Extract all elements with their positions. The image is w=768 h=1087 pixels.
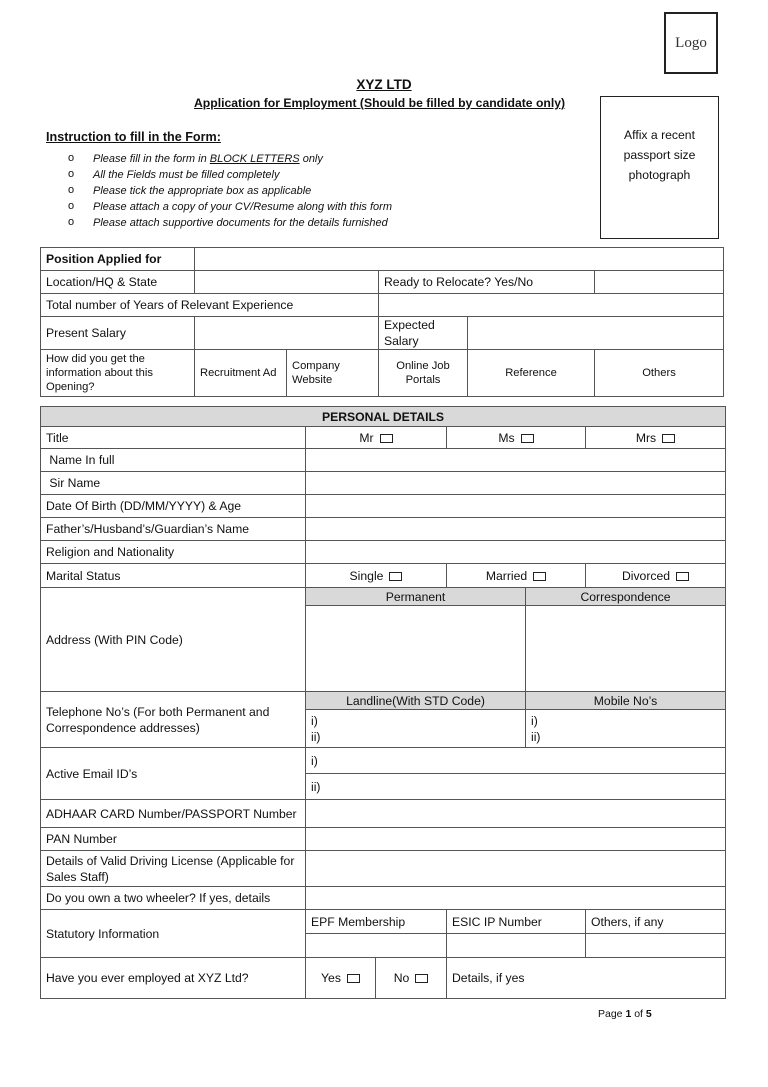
- yes-checkbox[interactable]: [347, 974, 360, 983]
- marital-single[interactable]: Single: [306, 564, 447, 588]
- email-field-1[interactable]: i): [306, 748, 726, 774]
- location-field[interactable]: [195, 271, 379, 294]
- company-logo: Logo: [664, 12, 718, 74]
- religion-label: Religion and Nationality: [41, 541, 306, 564]
- single-checkbox[interactable]: [389, 572, 402, 581]
- title-label: Title: [41, 427, 306, 449]
- address-label: Address (With PIN Code): [41, 588, 306, 692]
- sir-name-label: Sir Name: [41, 472, 306, 495]
- bullet-icon: o: [68, 216, 75, 228]
- personal-details-table: [40, 406, 726, 999]
- source-recruitment-ad[interactable]: Recruitment Ad: [195, 350, 287, 397]
- no-checkbox[interactable]: [415, 974, 428, 983]
- two-wheeler-label: Do you own a two wheeler? If yes, details: [41, 887, 306, 910]
- employed-before-label: Have you ever employed at XYZ Ltd?: [41, 958, 306, 999]
- experience-field[interactable]: [379, 294, 724, 317]
- mobile-field[interactable]: i) ii): [526, 710, 726, 748]
- instruction-item: o Please attach a copy of your CV/Resume along with this form: [68, 200, 392, 213]
- permanent-address-heading: Permanent: [306, 588, 526, 606]
- ms-checkbox[interactable]: [521, 434, 534, 443]
- full-name-label: Name In full: [41, 449, 306, 472]
- experience-label: Total number of Years of Relevant Experience: [41, 294, 379, 317]
- marital-divorced[interactable]: Divorced: [586, 564, 726, 588]
- pan-label: PAN Number: [41, 828, 306, 851]
- source-online-portals[interactable]: Online Job Portals: [379, 350, 468, 397]
- email-label: Active Email ID’s: [41, 748, 306, 800]
- two-wheeler-field[interactable]: [306, 887, 726, 910]
- expected-salary-label: Expected Salary: [379, 317, 468, 350]
- sir-name-field[interactable]: [306, 472, 726, 495]
- divorced-checkbox[interactable]: [676, 572, 689, 581]
- landline-heading: Landline(With STD Code): [306, 692, 526, 710]
- employed-details-field[interactable]: Details, if yes: [447, 958, 726, 999]
- landline-field[interactable]: i) ii): [306, 710, 526, 748]
- instruction-item: o Please attach supportive documents for the details furnished: [68, 216, 388, 229]
- how-heard-label: How did you get the information about this Opening?: [41, 350, 195, 397]
- source-reference[interactable]: Reference: [468, 350, 595, 397]
- title-option-mr[interactable]: Mr: [306, 427, 447, 449]
- photo-box-line2: passport size: [623, 148, 696, 162]
- aadhaar-label: ADHAAR CARD Number/PASSPORT Number: [41, 800, 306, 828]
- relocate-field[interactable]: [595, 271, 724, 294]
- instructions-heading: Instruction to fill in the Form:: [46, 130, 221, 144]
- marital-married[interactable]: Married: [447, 564, 586, 588]
- bullet-icon: o: [68, 184, 75, 196]
- company-title: XYZ LTD: [356, 77, 412, 92]
- form-subtitle: Application for Employment (Should be filled by candidate only): [194, 96, 566, 110]
- photo-box-line1: Affix a recent: [624, 128, 695, 142]
- present-salary-field[interactable]: [195, 317, 379, 350]
- expected-salary-field[interactable]: [468, 317, 724, 350]
- employed-yes[interactable]: Yes: [306, 958, 376, 999]
- bullet-icon: o: [68, 200, 75, 212]
- statutory-label: Statutory Information: [41, 910, 306, 958]
- page-number: Page 1 of 5: [598, 1008, 652, 1020]
- license-field[interactable]: [306, 851, 726, 887]
- instruction-item: o All the Fields must be filled completely: [68, 168, 280, 181]
- marital-label: Marital Status: [41, 564, 306, 588]
- esic-field[interactable]: [447, 934, 586, 958]
- married-checkbox[interactable]: [533, 572, 546, 581]
- epf-field[interactable]: [306, 934, 447, 958]
- esic-heading: ESIC IP Number: [447, 910, 586, 934]
- title-option-mrs[interactable]: Mrs: [586, 427, 726, 449]
- present-salary-label: Present Salary: [41, 317, 195, 350]
- mrs-checkbox[interactable]: [662, 434, 675, 443]
- aadhaar-field[interactable]: [306, 800, 726, 828]
- mr-checkbox[interactable]: [380, 434, 393, 443]
- position-applied-field[interactable]: [195, 248, 724, 271]
- instruction-item: o Please tick the appropriate box as applicable: [68, 184, 312, 197]
- license-label: Details of Valid Driving License (Applicable for Sales Staff): [41, 851, 306, 887]
- location-label: Location/HQ & State: [41, 271, 195, 294]
- position-applied-label: Position Applied for: [41, 248, 195, 271]
- father-name-field[interactable]: [306, 518, 726, 541]
- bullet-icon: o: [68, 152, 75, 164]
- employed-no[interactable]: No: [376, 958, 447, 999]
- photo-box-line3: photograph: [628, 168, 691, 182]
- correspondence-address-field[interactable]: [526, 606, 726, 692]
- pan-field[interactable]: [306, 828, 726, 851]
- epf-heading: EPF Membership: [306, 910, 447, 934]
- dob-field[interactable]: [306, 495, 726, 518]
- passport-photo-box: [600, 96, 719, 239]
- instruction-item: o Please fill in the form in BLOCK LETTERS only: [68, 152, 323, 165]
- personal-details-heading: PERSONAL DETAILS: [41, 407, 726, 427]
- others-heading: Others, if any: [586, 910, 726, 934]
- mobile-heading: Mobile No’s: [526, 692, 726, 710]
- bullet-icon: o: [68, 168, 75, 180]
- source-company-website[interactable]: Company Website: [287, 350, 379, 397]
- religion-field[interactable]: [306, 541, 726, 564]
- father-name-label: Father’s/Husband’s/Guardian’s Name: [41, 518, 306, 541]
- dob-label: Date Of Birth (DD/MM/YYYY) & Age: [41, 495, 306, 518]
- others-field[interactable]: [586, 934, 726, 958]
- email-field-2[interactable]: ii): [306, 774, 726, 800]
- source-others[interactable]: Others: [595, 350, 724, 397]
- full-name-field[interactable]: [306, 449, 726, 472]
- relocate-label: Ready to Relocate? Yes/No: [379, 271, 595, 294]
- instructions-list: [68, 151, 392, 231]
- position-table: [40, 247, 724, 397]
- title-option-ms[interactable]: Ms: [447, 427, 586, 449]
- correspondence-address-heading: Correspondence: [526, 588, 726, 606]
- telephone-label: Telephone No’s (For both Permanent and Correspondence addresses): [41, 692, 306, 748]
- permanent-address-field[interactable]: [306, 606, 526, 692]
